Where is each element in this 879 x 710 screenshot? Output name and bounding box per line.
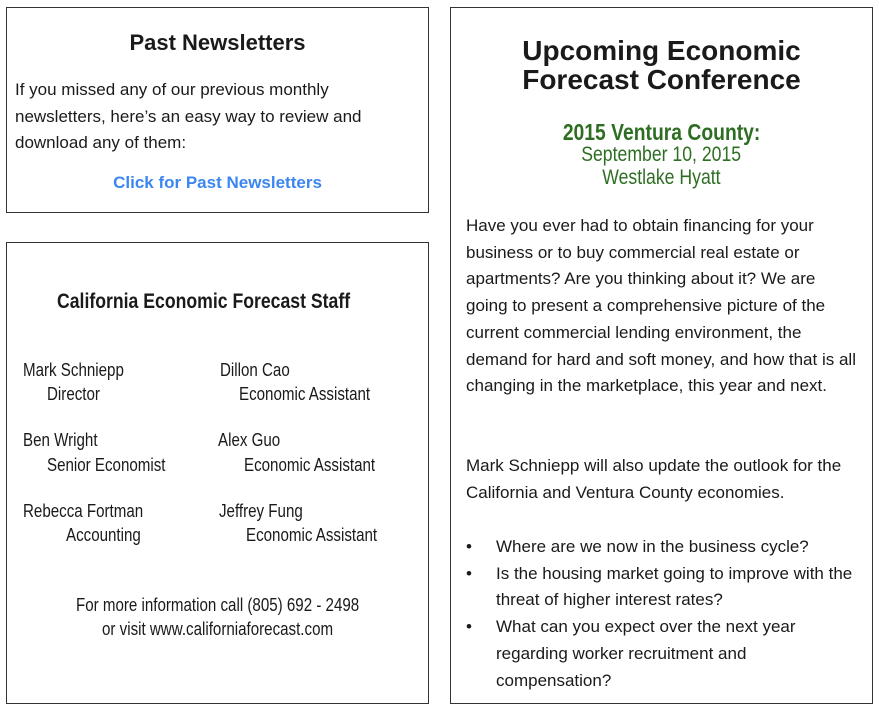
conference-paragraph-1: Have you ever had to obtain financing for your business or to buy commercial real estate or apartments? Are you thinking about it? We are going to present a comprehensive picture of the current commercial lending environment, the demand for hard and soft money, and how that is all changing in the marketplace, this year and next. — [466, 216, 856, 396]
staff-name: Mark Schniepp — [23, 360, 124, 380]
bullet-icon: • — [466, 563, 472, 583]
past-newsletters-title: Past Newsletters — [129, 30, 306, 55]
staff-role: Accounting — [66, 525, 141, 545]
staff-panel — [6, 242, 429, 704]
list-item: • Is the housing market going to improve with the threat of higher interest rates? — [466, 561, 866, 614]
staff-name: Ben Wright — [23, 430, 98, 450]
bullet-icon: • — [466, 617, 472, 637]
staff-name: Alex Guo — [218, 430, 281, 450]
staff-title: California Economic Forecast Staff — [57, 290, 351, 313]
past-newsletters-panel — [6, 7, 429, 213]
list-item: • Where are we now in the business cycle? — [466, 534, 866, 561]
conference-title-line2: Forecast Conference — [522, 64, 801, 95]
staff-role: Economic Assistant — [239, 384, 371, 404]
bullet-icon: • — [466, 537, 472, 556]
conference-event-name: 2015 Ventura County: — [562, 119, 761, 145]
conference-panel — [450, 7, 873, 704]
past-newsletters-text: If you missed any of our previous monthly newsletters, here’s an easy way to review and download any of them: — [15, 80, 362, 152]
staff-name: Dillon Cao — [220, 360, 290, 380]
staff-contact-phone: For more information call (805) 692 - 2498 — [75, 595, 360, 615]
conference-title — [451, 36, 872, 94]
conference-date: September 10, 2015 — [581, 143, 742, 166]
staff-contact-website: or visit www.californiaforecast.com — [101, 619, 334, 639]
conference-topics-list — [466, 534, 866, 694]
staff-role: Economic Assistant — [246, 525, 378, 545]
conference-venue: Westlake Hyatt — [602, 166, 721, 189]
list-item: • What can you expect over the next year regarding worker recruitment and compensation? — [466, 614, 866, 694]
staff-role: Director — [47, 384, 100, 404]
staff-name: Rebecca Fortman — [23, 501, 144, 521]
past-newsletters-link[interactable]: Click for Past Newsletters — [113, 173, 322, 192]
conference-title-line1: Upcoming Economic — [522, 35, 801, 66]
staff-role: Economic Assistant — [244, 455, 376, 475]
staff-role: Senior Economist — [47, 455, 166, 475]
staff-name: Jeffrey Fung — [219, 501, 303, 521]
conference-paragraph-2: Mark Schniepp will also update the outlook for the California and Ventura County economies. — [466, 456, 842, 502]
